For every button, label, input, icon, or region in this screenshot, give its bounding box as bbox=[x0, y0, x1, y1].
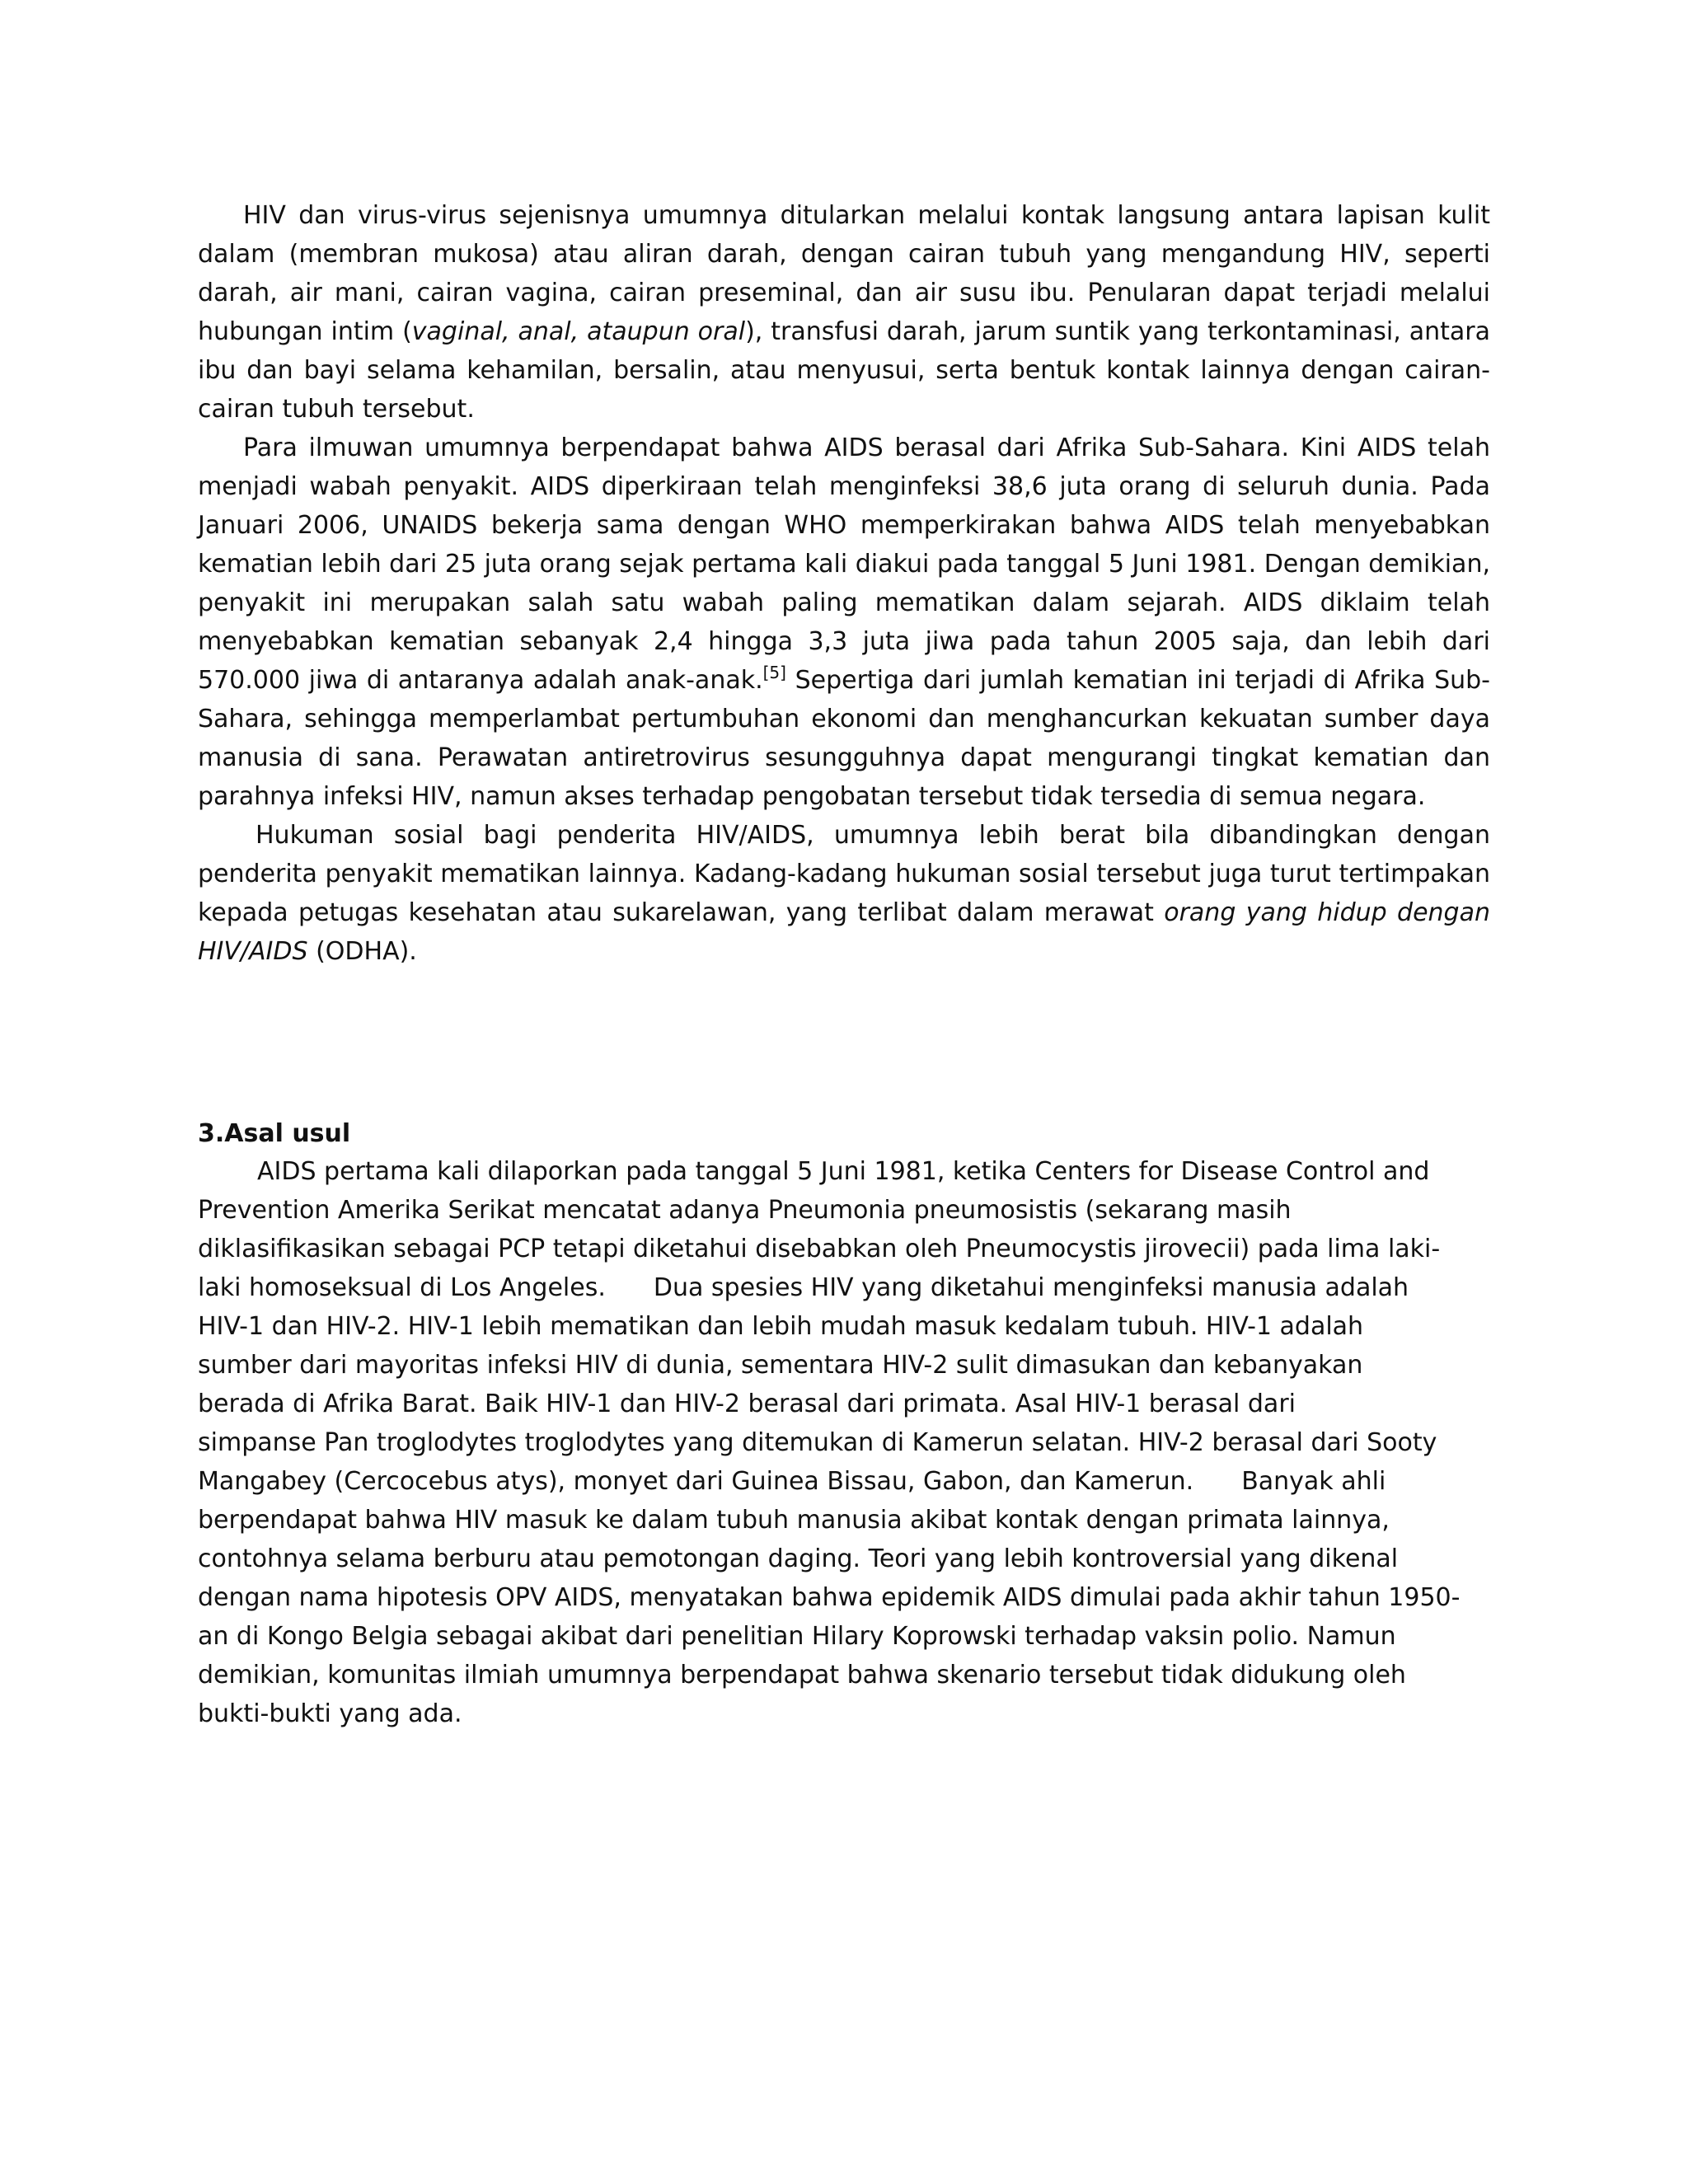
section-body bbox=[198, 1152, 1490, 1733]
section-line-13: an di Kongo Belgia sebagai akibat dari penelitian Hilary Koprowski terhadap vaksin polio. Namun bbox=[198, 1622, 1396, 1651]
paragraph-3-text-end: (ODHA). bbox=[307, 937, 417, 966]
reference-marker: [5] bbox=[762, 663, 786, 682]
section-line-1: AIDS pertama kali dilaporkan pada tanggal 5 Juni 1981, ketika Centers for Disease Control and bbox=[257, 1157, 1430, 1186]
section-line-7: berada di Afrika Barat. Baik HIV-1 dan HIV-2 berasal dari primata. Asal HIV-1 berasal dari bbox=[198, 1390, 1296, 1418]
paragraph-3-text: Hukuman sosial bagi penderita HIV/AIDS, umumnya lebih berat bila dibandingkan dengan penderita penyakit mematikan lainnya. Kadang-kadang hukuman sosial tersebut juga turut tertimpakan kepada petugas kesehatan atau sukarelawan, yang terlibat dalam merawat bbox=[198, 821, 1490, 927]
section-line-2: Prevention Amerika Serikat mencatat adanya Pneumonia pneumosistis (sekarang masih bbox=[198, 1196, 1292, 1225]
section-line-9-start: Mangabey (Cercocebus atys), monyet dari Guinea Bissau, Gabon, dan Kamerun. bbox=[198, 1467, 1194, 1496]
section-line-5: HIV-1 dan HIV-2. HIV-1 lebih mematikan dan lebih mudah masuk kedalam tubuh. HIV-1 adalah bbox=[198, 1312, 1364, 1341]
section-heading: 3.Asal usul bbox=[198, 1119, 351, 1148]
section-line-9-end: Banyak ahli bbox=[1241, 1467, 1386, 1496]
section-line-15: bukti-bukti yang ada. bbox=[198, 1699, 462, 1728]
section-line-4-end: Dua spesies HIV yang diketahui menginfeksi manusia adalah bbox=[653, 1273, 1409, 1302]
section-line-14: demikian, komunitas ilmiah umumnya berpendapat bahwa skenario tersebut tidak didukung oleh bbox=[198, 1661, 1406, 1690]
section-line-9 bbox=[198, 1462, 1490, 1501]
section-line-4 bbox=[198, 1268, 1490, 1307]
paragraph-1-italic: vaginal, anal, ataupun oral bbox=[411, 317, 746, 346]
paragraph-social-stigma bbox=[198, 816, 1490, 971]
paragraph-1-text: HIV dan virus-virus sejenisnya umumnya ditularkan melalui kontak langsung antara lapisan kulit dalam (membran mukosa) atau aliran darah, dengan cairan tubuh yang mengandung HIV, seperti darah, air mani, cairan vagina, cairan preseminal, dan air susu ibu. Penularan dapat terjadi melalui hubungan intim ( bbox=[198, 201, 1490, 346]
paragraph-2-text-end: Sepertiga dari jumlah kematian ini terjadi di Afrika Sub-Sahara, sehingga memperlambat pertumbuhan ekonomi dan menghancurkan kekuatan sumber daya manusia di sana. Perawatan antiretrovirus sesungguhnya dapat mengurangi tingkat kematian dan parahnya infeksi HIV, namun akses terhadap pengobatan tersebut tidak tersedia di semua negara. bbox=[198, 666, 1490, 811]
paragraph-aids-origin-epidemic bbox=[198, 429, 1490, 816]
section-line-8: simpanse Pan troglodytes troglodytes yang ditemukan di Kamerun selatan. HIV-2 berasal dari Sooty bbox=[198, 1428, 1437, 1457]
paragraph-1-text-end: ), transfusi darah, jarum suntik yang terkontaminasi, antara ibu dan bayi selama kehamilan, bersalin, atau menyusui, serta bentuk kontak lainnya dengan cairan-cairan tubuh tersebut. bbox=[198, 317, 1490, 424]
section-line-10: berpendapat bahwa HIV masuk ke dalam tubuh manusia akibat kontak dengan primata lainnya, bbox=[198, 1506, 1390, 1535]
paragraph-hiv-transmission bbox=[198, 196, 1490, 429]
paragraph-3-italic: orang yang hidup dengan HIV/AIDS bbox=[198, 898, 1490, 966]
section-line-3: diklasifikasikan sebagai PCP tetapi diketahui disebabkan oleh Pneumocystis jirovecii) pada lima laki- bbox=[198, 1235, 1441, 1263]
section-line-4-start: laki homoseksual di Los Angeles. bbox=[198, 1273, 606, 1302]
section-line-12: dengan nama hipotesis OPV AIDS, menyatakan bahwa epidemik AIDS dimulai pada akhir tahun 1950- bbox=[198, 1583, 1461, 1612]
paragraph-2-text: Para ilmuwan umumnya berpendapat bahwa AIDS berasal dari Afrika Sub-Sahara. Kini AIDS telah menjadi wabah penyakit. AIDS diperkiraan telah menginfeksi 38,6 juta orang di seluruh dunia. Pada Januari 2006, UNAIDS bekerja sama dengan WHO memperkirakan bahwa AIDS telah menyebabkan kematian lebih dari 25 juta orang sejak pertama kali diakui pada tanggal 5 Juni 1981. Dengan demikian, penyakit ini merupakan salah satu wabah paling mematikan dalam sejarah. AIDS diklaim telah menyebabkan kematian sebanyak 2,4 hingga 3,3 juta jiwa pada tahun 2005 saja, dan lebih dari 570.000 jiwa di antaranya adalah anak-anak. bbox=[198, 434, 1490, 695]
section-line-6: sumber dari mayoritas infeksi HIV di dunia, sementara HIV-2 sulit dimasukan dan kebanyakan bbox=[198, 1351, 1363, 1380]
section-line-11: contohnya selama berburu atau pemotongan daging. Teori yang lebih kontroversial yang dikenal bbox=[198, 1544, 1399, 1573]
top-text-block bbox=[198, 196, 1490, 971]
